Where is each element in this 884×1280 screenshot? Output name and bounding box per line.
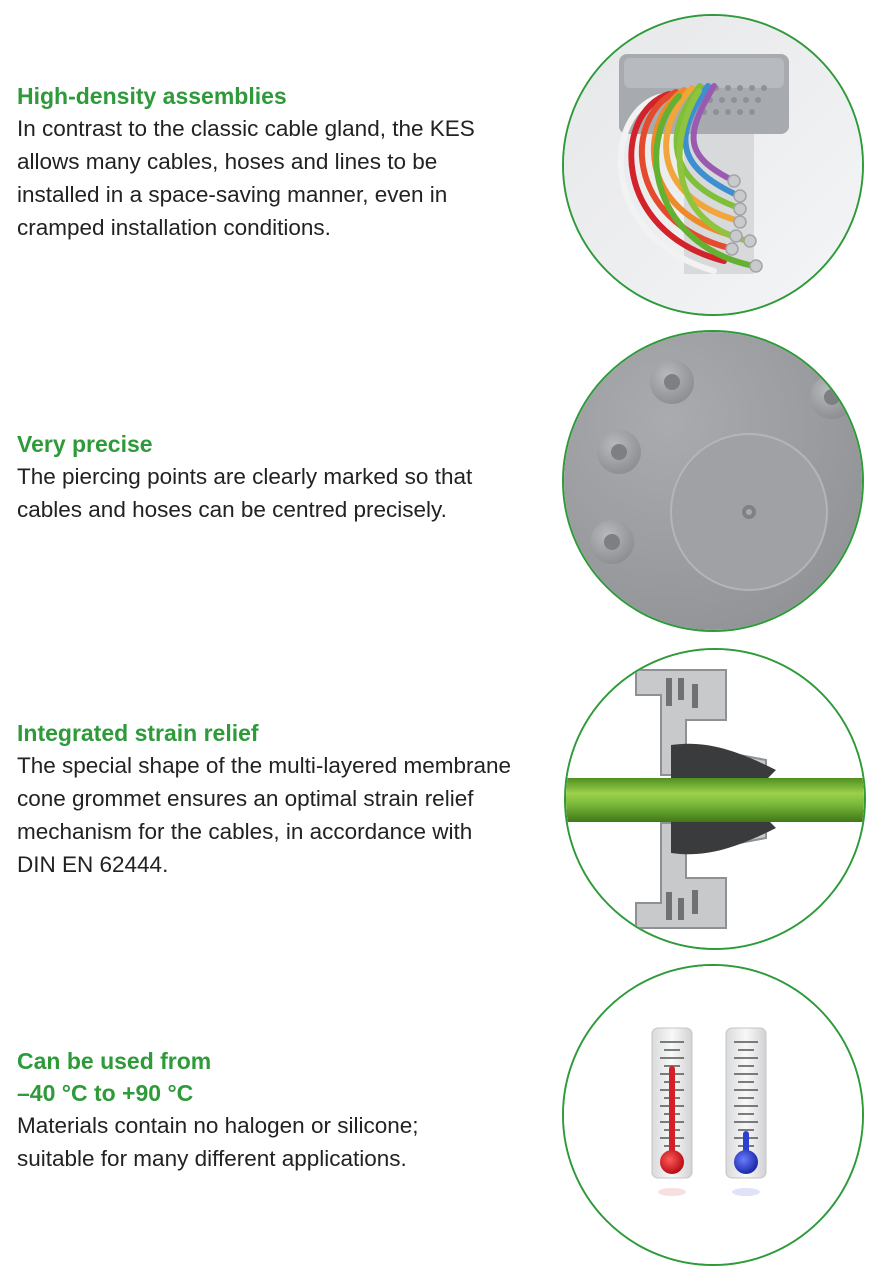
feature-body-line: allows many cables, hoses and lines to be <box>17 149 438 174</box>
feature-body-line: The special shape of the multi-layered membrane <box>17 753 512 778</box>
feature-body-line: installed in a space-saving manner, even in <box>17 182 448 207</box>
feature-text <box>17 1045 557 1175</box>
feature-text <box>17 428 557 526</box>
piercing-points-icon <box>562 330 864 632</box>
feature-body-line: cables and hoses can be centred precisely. <box>17 497 447 522</box>
cable-bundle-icon <box>562 14 864 316</box>
feature-title: Integrated strain relief <box>17 720 259 746</box>
feature-body-line: DIN EN 62444. <box>17 852 169 877</box>
feature-body-line: cramped installation conditions. <box>17 215 331 240</box>
strain-relief-icon <box>564 648 866 950</box>
feature-title: High-density assemblies <box>17 83 287 109</box>
feature-title: Very precise <box>17 431 153 457</box>
feature-body-line: suitable for many different applications. <box>17 1146 407 1171</box>
feature-body-line: cone grommet ensures an optimal strain relief <box>17 786 474 811</box>
feature-body-line: The piercing points are clearly marked so that <box>17 464 473 489</box>
feature-body-line: Materials contain no halogen or silicone; <box>17 1113 419 1138</box>
feature-title-line: Can be used from <box>17 1048 212 1074</box>
feature-text <box>17 717 557 881</box>
feature-title-line: –40 °C to +90 °C <box>17 1080 194 1106</box>
feature-body-line: mechanism for the cables, in accordance with <box>17 819 473 844</box>
feature-body-line: In contrast to the classic cable gland, the KES <box>17 116 475 141</box>
thermometer-icon <box>562 964 864 1266</box>
feature-text <box>17 80 557 244</box>
